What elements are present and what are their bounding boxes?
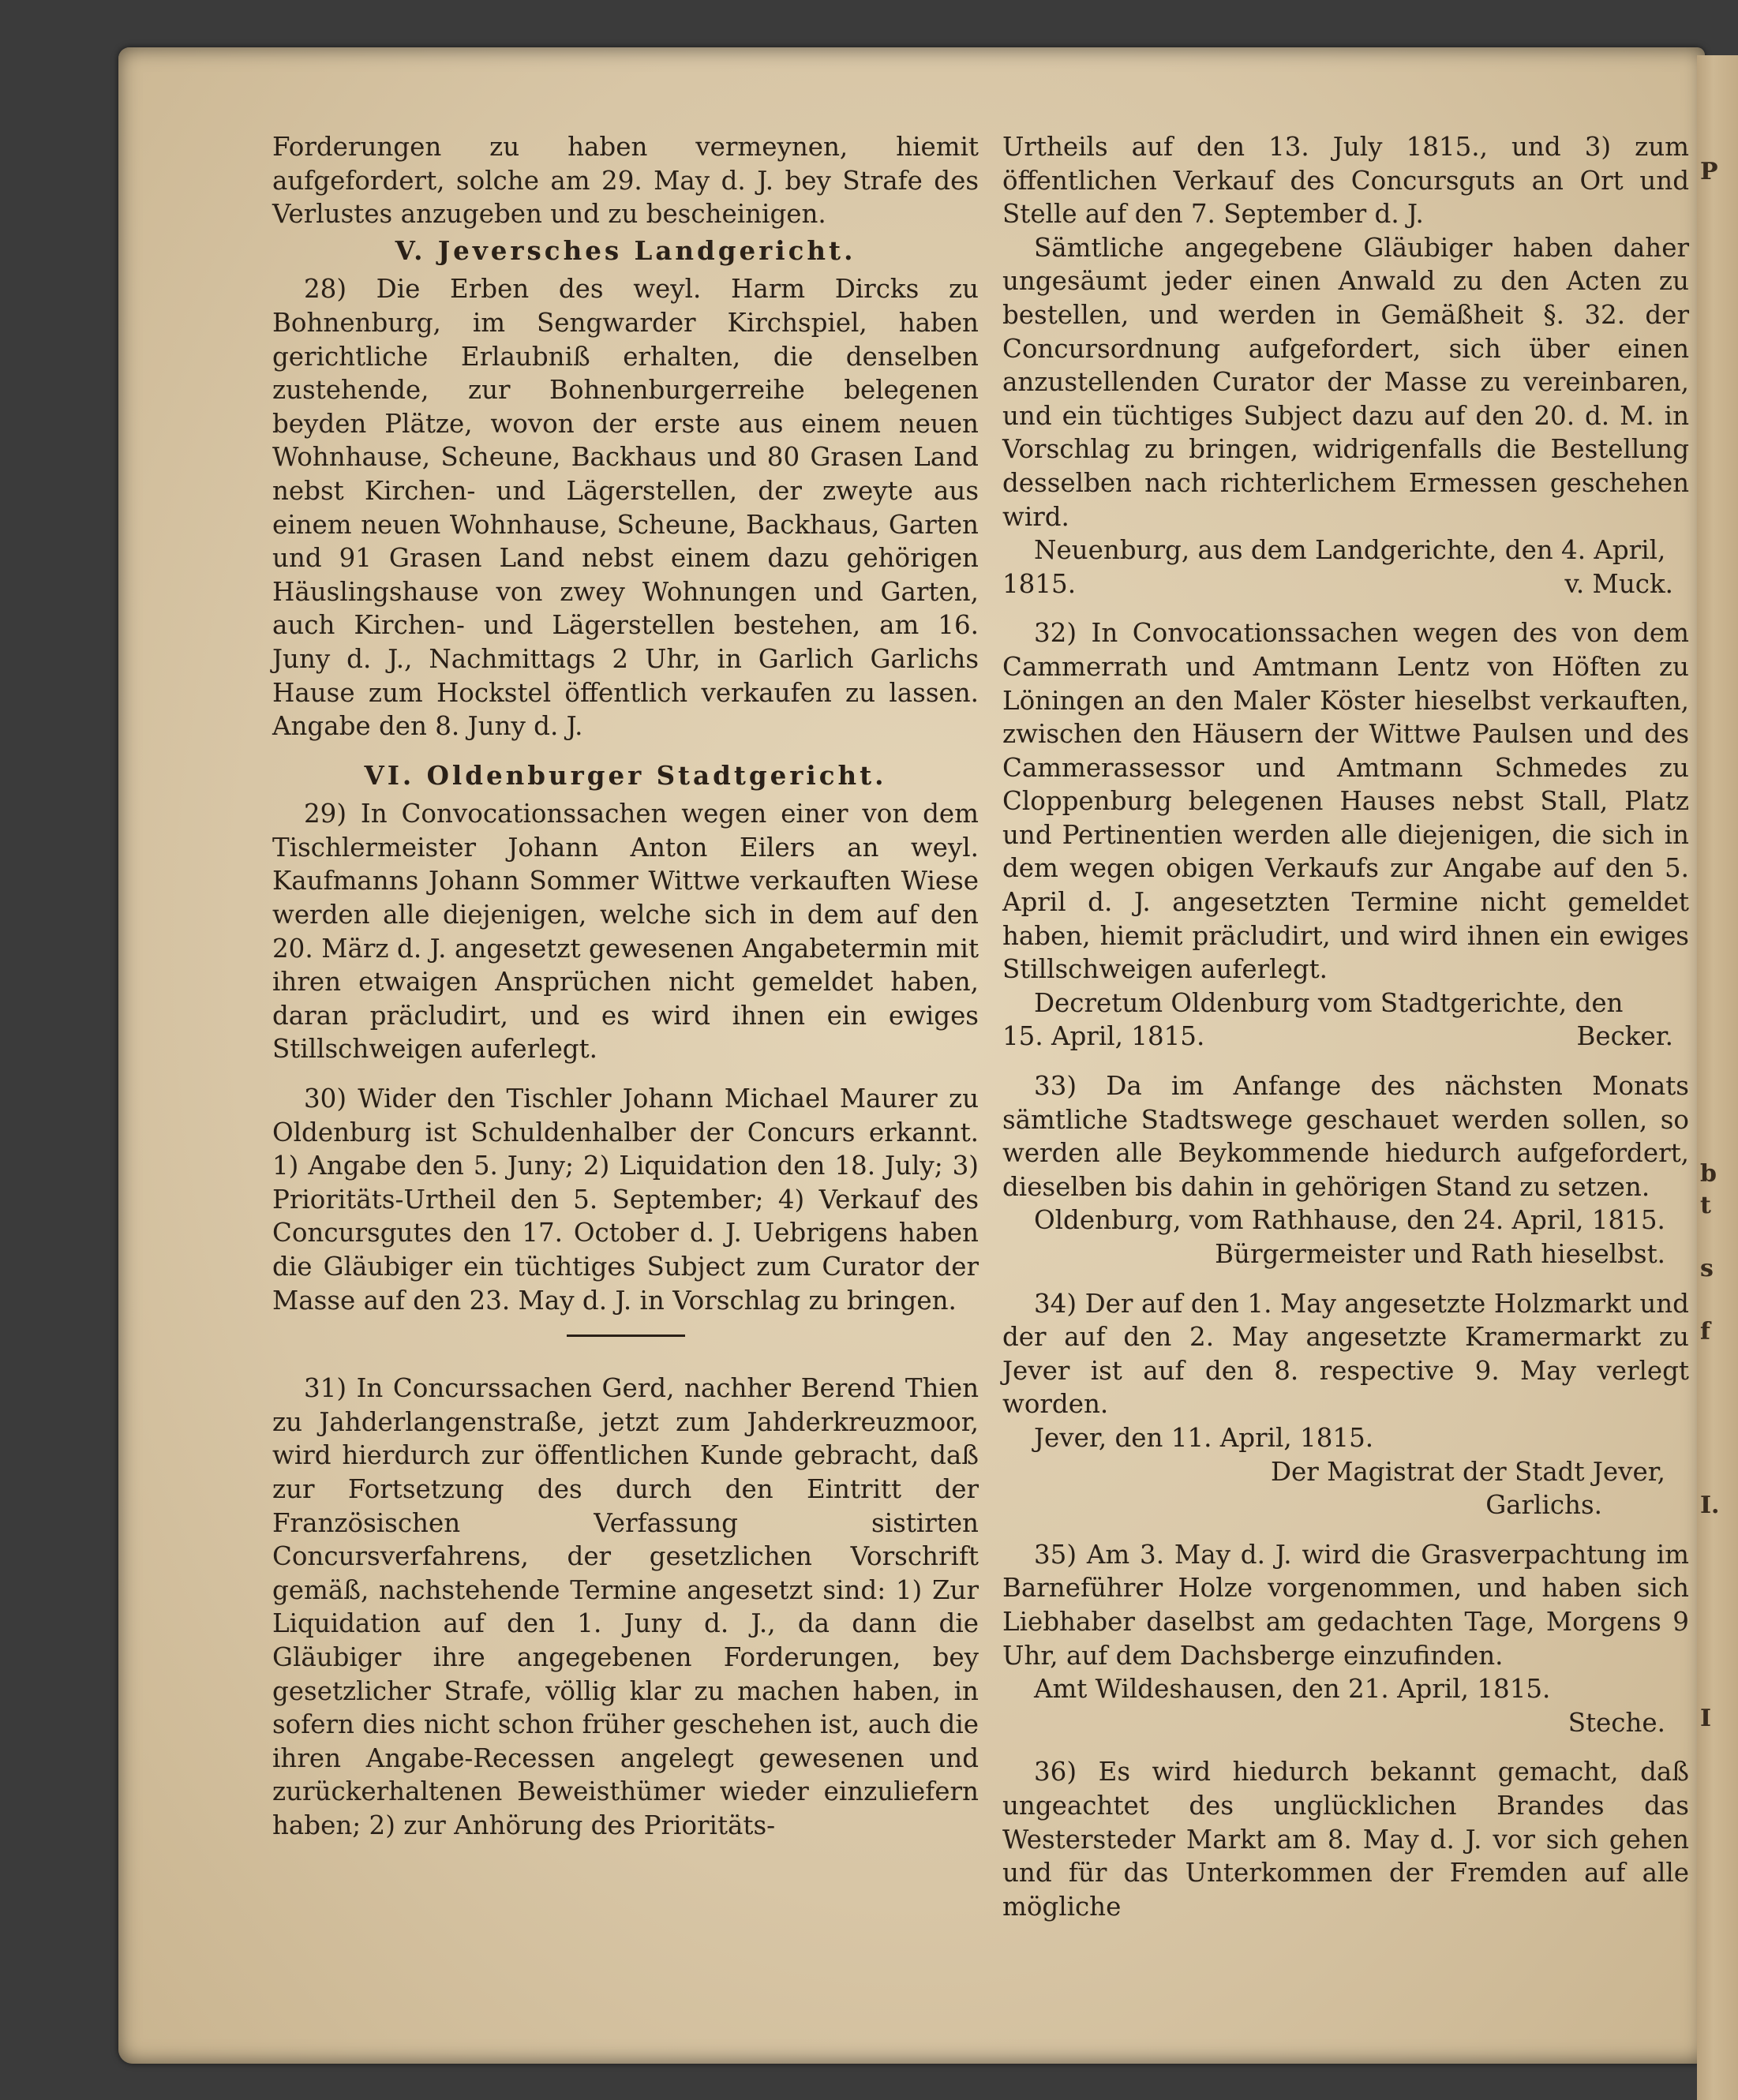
notice-31: 31) In Concurssachen Gerd, nachher Berend Thien zu Jahderlangenstraße, jetzt zum Jahderkreuzmoor, wird hierdurch zur öffentlichen Kunde gebracht, daß zur Fortsetzung des durch den Eintritt der Französischen Verfassung sistirten Concursverfahrens, der gesetzlichen Vorschrift gemäß, nachstehende Termine angesetzt sind: 1) Zur Liquidation auf den 1. Juny d. J., da dann die Gläubiger ihre angegebenen Forderungen, bey gesetzlicher Strafe, völlig klar zu machen haben, in sofern dies nicht schon früher geschehen ist, auch die ihren Angabe-Recessen angelegt gewesenen und zurückerhaltenen Beweisthümer wieder einzuliefern haben; 2) zur Anhörung des Prioritäts- xyxy=(272,1373,979,1840)
notice-31-continued-2: Sämtliche angegebene Gläubiger haben daher ungesäumt jeder einen Anwald zu den Acten zu bestellen, und werden in Gemäßheit §. 32. der Concursordnung aufgefordert, sich über einen anzustellenden Curator der Masse zu vereinbaren, und ein tüchtiges Subject dazu auf den 20. d. M. in Vorschlag zu bringen, widrigenfalls die Bestellung desselben nach richterlichem Ermessen geschehen wird. xyxy=(1002,232,1689,532)
notice-32-place: Decretum Oldenburg vom Stadtgerichte, den xyxy=(1034,987,1624,1018)
section-heading-jever: V. Jeversches Landgericht. xyxy=(395,234,856,266)
notice-32-signer: Becker. xyxy=(1576,1021,1673,1052)
next-page-fragment: s xyxy=(1700,1255,1714,1282)
notice-33-signer: Bürgermeister und Rath hieselbst. xyxy=(1215,1239,1665,1269)
notice-29: 29) In Convocationssachen wegen einer von dem Tischlermeister Johann Anton Eilers an weyl. Kaufmanns Johann Sommer Wittwe verkauften Wiese werden alle diejenigen, welche sich in dem auf den 20. März d. J. angesetzt gewesenen Angabetermin mit ihren etwaigen Ansprüchen nicht gemeldet haben, daran präcludirt, und es wird ihnen ein ewiges Stillschweigen auferlegt. xyxy=(272,799,979,1065)
notice-34-signer: Der Magistrat der Stadt Jever, xyxy=(1270,1456,1665,1487)
notice-30: 30) Wider den Tischler Johann Michael Maurer zu Oldenburg ist Schuldenhalber der Concurs erkannt. 1) Angabe den 5. Juny; 2) Liquidation den 18. July; 3) Prioritäts-Urtheil den 5. September; 4) Verkauf des Concursgutes den 17. October d. J. Uebrigens haben die Gläubiger ein tüchtiges Subject zum Curator der Masse auf den 23. May d. J. in Vorschlag zu bringen. xyxy=(272,1084,979,1316)
notice-32: 32) In Convocationssachen wegen des von dem Cammerrath und Amtmann Lentz von Höften zu Löningen an den Maler Köster hieselbst verkauften, zwischen den Häusern der Wittwe Paulsen und des Cammerassessor und Amtmann Schmedes zu Cloppenburg belegenen Hauses nebst Stall, Platz und Pertinentien werden alle diejenigen, die sich in dem wegen obigen Verkaufs zur Angabe auf den 5. April d. J. angesetzten Termine nicht gemeldet haben, hiemit präcludirt, und wird ihnen ein ewiges Stillschweigen auferlegt. xyxy=(1002,618,1689,985)
next-page-fragment: I. xyxy=(1700,1492,1720,1519)
notice-33-place: Oldenburg, vom Rathhause, den 24. April, 1815. xyxy=(1034,1205,1665,1236)
notice-32-date: 15. April, 1815. xyxy=(1002,1021,1205,1052)
notice-31-place: Neuenburg, aus dem Landgerichte, den 4. April, xyxy=(1034,535,1666,566)
left-column xyxy=(272,130,979,1843)
section-heading-oldenburg: VI. Oldenburger Stadtgericht. xyxy=(364,759,887,791)
notice-31-year: 1815. xyxy=(1002,568,1077,599)
notice-35: 35) Am 3. May d. J. wird die Grasverpachtung im Barneführer Holze vorgenommen, und haben sich Liebhaber daselbst am gedachten Tage, Morgens 9 Uhr, auf dem Dachsberge einzufinden. xyxy=(1002,1539,1689,1671)
notice-35-place: Amt Wildeshausen, den 21. April, 1815. xyxy=(1034,1674,1551,1705)
notice-33: 33) Da im Anfange des nächsten Monats sämtliche Stadtswege geschauet werden sollen, so werden alle Beykommende hiedurch aufgefordert, dieselben bis dahin in gehörigen Stand zu setzen. xyxy=(1002,1071,1689,1202)
next-page-fragment: t xyxy=(1700,1192,1711,1219)
next-page-fragment: f xyxy=(1700,1318,1710,1346)
notice-34-place: Jever, den 11. April, 1815. xyxy=(1034,1422,1374,1453)
next-page-fragment: P xyxy=(1700,158,1718,185)
notice-36: 36) Es wird hiedurch bekannt gemacht, daß ungeachtet des unglücklichen Brandes das Westersteder Markt am 8. May d. J. vor sich gehen und für das Unterkommen der Fremden auf alle mögliche xyxy=(1002,1757,1689,1922)
next-page-edge xyxy=(1697,55,1738,2100)
right-column xyxy=(1002,130,1689,1923)
notice-34: 34) Der auf den 1. May angesetzte Holzmarkt und der auf den 2. May angesetzte Kramermarkt zu Jever ist auf den 8. respective 9. May verlegt worden. xyxy=(1002,1288,1689,1420)
notice-31-signer: v. Muck. xyxy=(1564,568,1673,599)
section-divider xyxy=(567,1334,685,1337)
next-page-fragment: b xyxy=(1700,1160,1717,1188)
notice-28: 28) Die Erben des weyl. Harm Dircks zu Bohnenburg, im Sengwarder Kirchspiel, haben gerichtliche Erlaubniß erhalten, die denselben zustehende, zur Bohnenburgerreihe belegenen beyden Plätze, wovon der erste aus einem neuen Wohnhause, Scheune, Backhaus und 80 Grasen Land nebst Kirchen- und Lägerstellen, der zweyte aus einem neuen Wohnhause, Scheune, Backhaus, Garten und 91 Grasen Land nebst einem dazu gehörigen Häuslingshause von zwey Wohnungen und Garten, auch Kirchen- und Lägerstellen bestehen, am 16. Juny d. J., Nachmittags 2 Uhr, in Garlich Garlichs Hause zum Hockstel öffentlich verkaufen zu lassen. Angabe den 8. Juny d. J. xyxy=(272,274,979,742)
notice-35-signer: Steche. xyxy=(1568,1707,1665,1738)
next-page-fragment: I xyxy=(1700,1705,1712,1732)
notice-31-continued: Urtheils auf den 13. July 1815., und 3) zum öffentlichen Verkauf des Concursguts an Ort und Stelle auf den 7. September d. J. xyxy=(1002,132,1689,230)
intro-paragraph: Forderungen zu haben vermeynen, hiemit aufgefordert, solche am 29. May d. J. bey Strafe des Verlustes anzugeben und zu bescheinigen. xyxy=(272,132,979,230)
notice-32-dateline xyxy=(1002,1020,1689,1054)
notice-31-dateline xyxy=(1002,567,1689,601)
notice-34-signer-name: Garlichs. xyxy=(1485,1490,1602,1521)
